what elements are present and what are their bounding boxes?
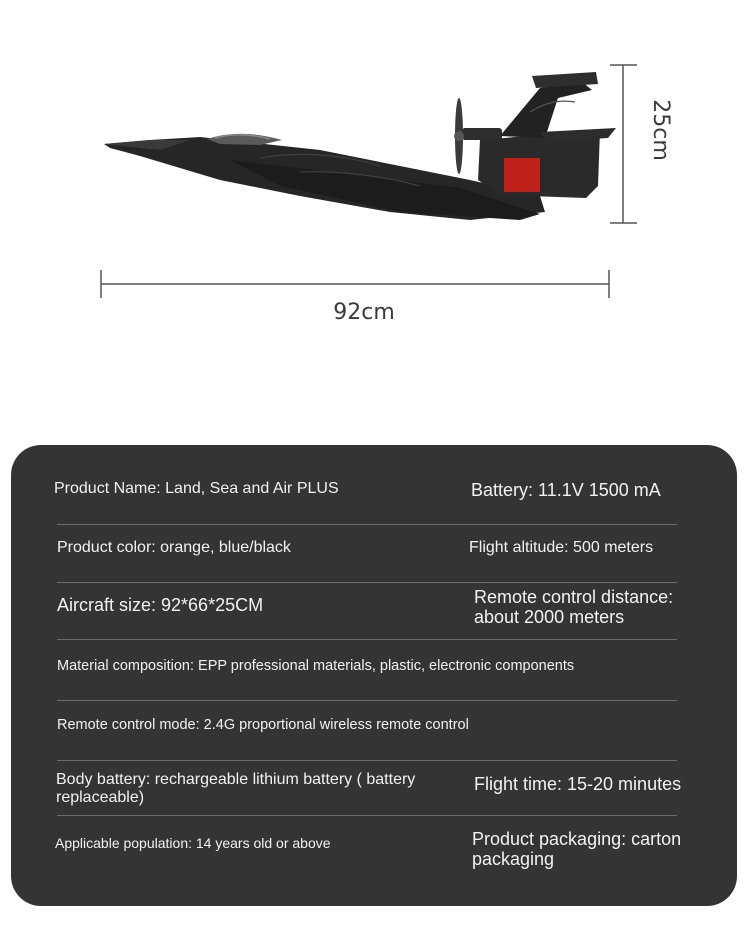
spec-aircraft-size: Aircraft size: 92*66*25CM bbox=[57, 595, 264, 615]
spec-product-name: Product Name: Land, Sea and Air PLUS bbox=[54, 480, 339, 497]
flag-emblem bbox=[504, 158, 540, 192]
divider bbox=[57, 639, 677, 640]
divider bbox=[57, 815, 677, 816]
divider bbox=[57, 700, 677, 701]
spec-product-color: Product color: orange, blue/black bbox=[57, 539, 291, 556]
height-label: 25cm bbox=[648, 99, 673, 161]
height-dimension bbox=[610, 65, 637, 223]
spec-population: Applicable population: 14 years old or above bbox=[55, 835, 331, 851]
spec-battery: Battery: 11.1V 1500 mA bbox=[471, 480, 661, 500]
spec-card bbox=[11, 445, 737, 906]
spec-flight-altitude: Flight altitude: 500 meters bbox=[469, 539, 654, 556]
width-label: 92cm bbox=[333, 300, 395, 325]
divider bbox=[57, 524, 677, 525]
spec-material: Material composition: EPP professional materials, plastic, electronic components bbox=[57, 658, 575, 674]
spec-remote-distance: Remote control distance: about 2000 meters bbox=[474, 587, 674, 628]
divider bbox=[57, 582, 677, 583]
divider bbox=[57, 760, 677, 761]
aircraft-image bbox=[104, 72, 616, 220]
spec-body-battery: Body battery: rechargeable lithium battery ( battery replaceable) bbox=[56, 771, 416, 806]
width-dimension bbox=[101, 270, 609, 298]
spec-flight-time: Flight time: 15-20 minutes bbox=[474, 774, 682, 794]
spec-remote-mode: Remote control mode: 2.4G proportional wireless remote control bbox=[57, 717, 469, 733]
product-image bbox=[0, 0, 750, 440]
spec-packaging: Product packaging: carton packaging bbox=[472, 829, 682, 870]
